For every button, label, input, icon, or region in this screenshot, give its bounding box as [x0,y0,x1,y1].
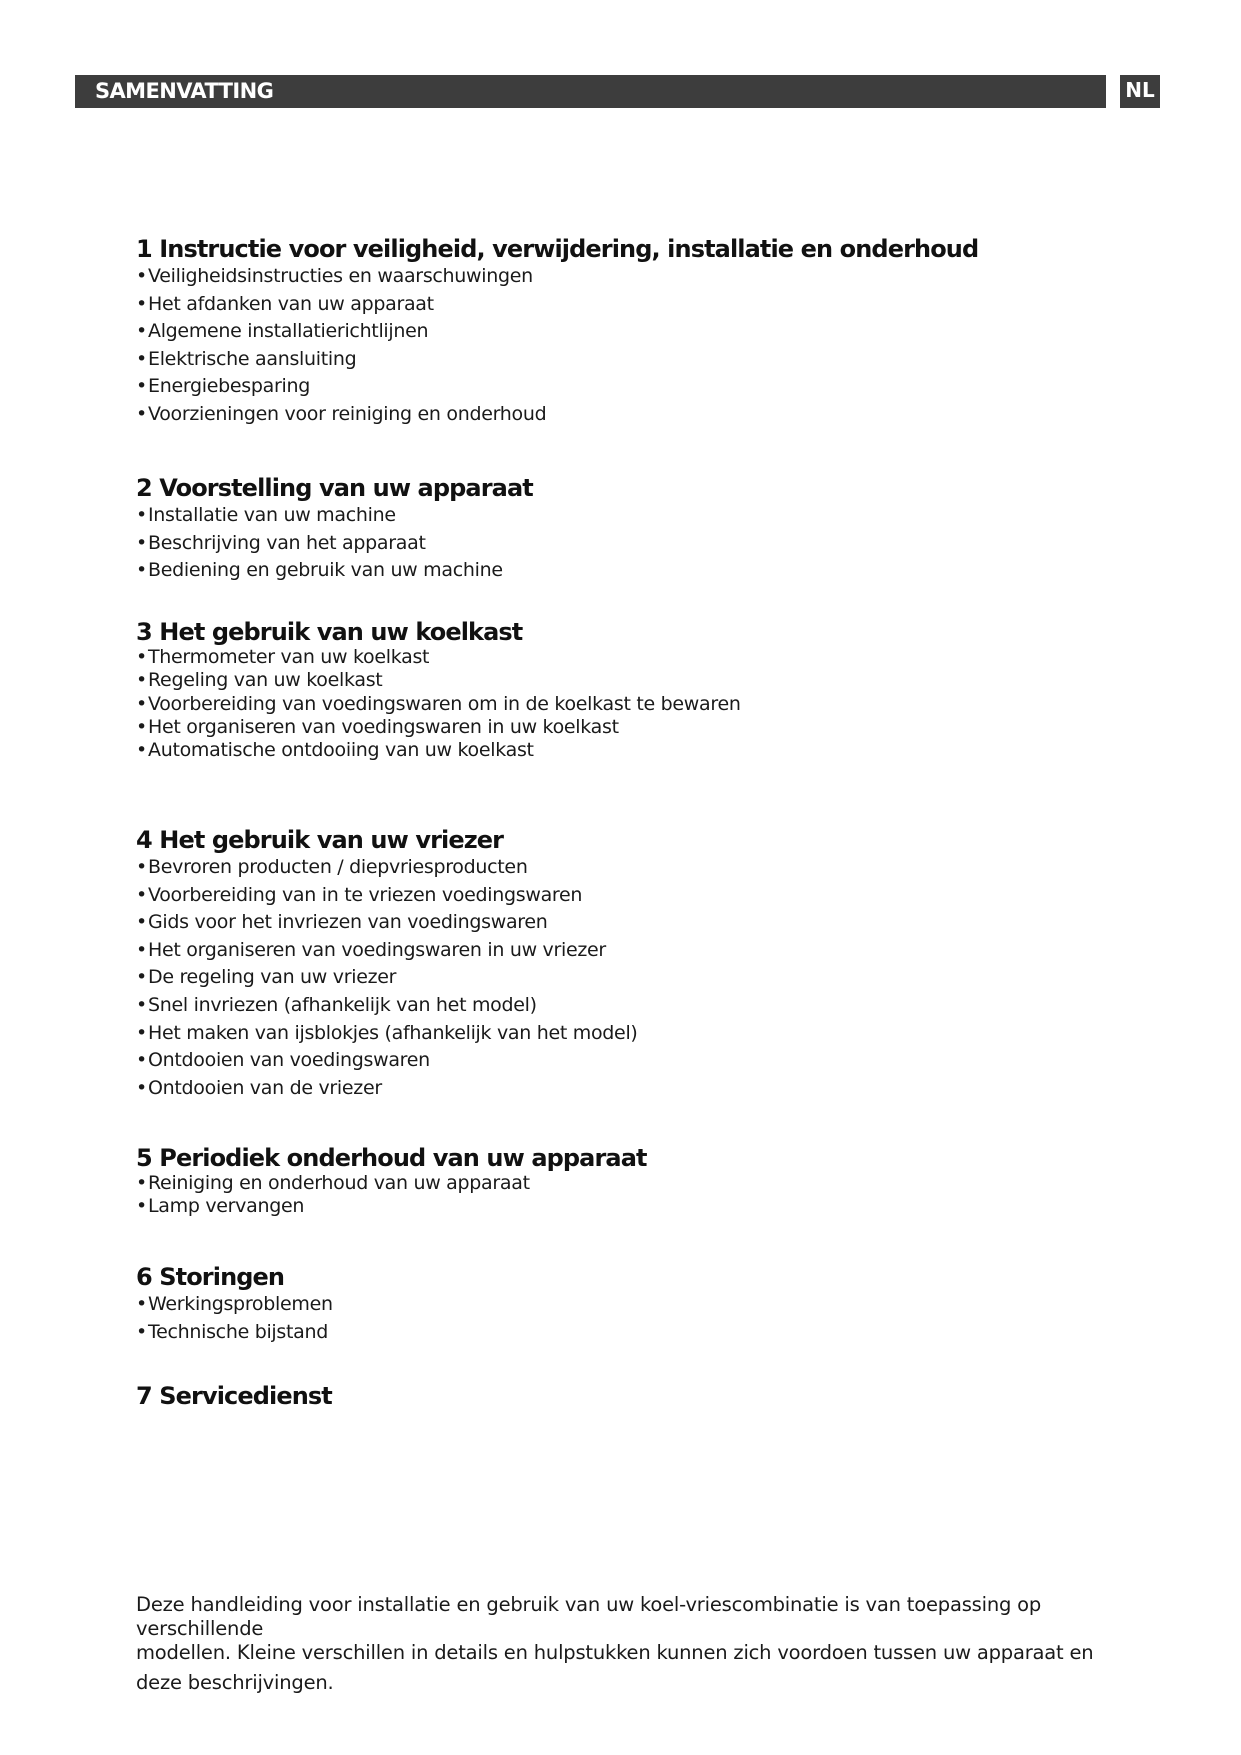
bullet: • [136,692,147,715]
section-items [136,1291,333,1346]
list-item: •Algemene installatierichtlijnen [136,318,978,346]
bullet: • [136,347,147,370]
section-title: 4 Het gebruik van uw vriezer [136,826,504,854]
footer-line: deze beschrijvingen. [136,1671,334,1694]
list-item: •Energiebesparing [136,373,978,401]
section-title: 5 Periodiek onderhoud van uw apparaat [136,1144,647,1172]
section-title: 2 Voorstelling van uw apparaat [136,474,533,502]
section-items [136,263,978,429]
section-title: 1 Instructie voor veiligheid, verwijdering, installatie en onderhoud [136,235,979,263]
list-item: •Het organiseren van voedingswaren in uw vriezer [136,937,638,965]
list-item: •De regeling van uw vriezer [136,964,638,992]
footer-line: Deze handleiding voor installatie en gebruik van uw koel-vriescombinatie is van toepassing op verschillende [136,1593,1042,1640]
bullet: • [136,646,147,668]
section-4 [136,826,638,1102]
bullet: • [136,739,147,762]
list-item: •Elektrische aansluiting [136,346,978,374]
bullet: • [136,1172,147,1194]
section-1 [136,235,978,429]
page-title: SAMENVATTING [95,79,274,103]
bullet: • [136,911,147,934]
bullet: • [136,1076,147,1099]
bullet: • [136,669,147,692]
section-items [136,854,638,1102]
list-item: •Werkingsproblemen [136,1291,333,1319]
bullet: • [136,938,147,961]
list-item: •Voorzieningen voor reiniging en onderhoud [136,401,978,429]
section-3 [136,618,741,762]
list-item: •Gids voor het invriezen van voedingswaren [136,909,638,937]
section-title: 3 Het gebruik van uw koelkast [136,618,523,646]
bullet: • [136,375,147,398]
header-bar [75,75,1106,108]
list-item: •Ontdooien van de vriezer [136,1075,638,1103]
list-item: •Reiniging en onderhoud van uw apparaat [136,1172,530,1194]
list-item: •Het afdanken van uw apparaat [136,291,978,319]
section-items [136,502,533,585]
bullet: • [136,265,147,287]
footer-line: modellen. Kleine verschillen in details en hulpstukken kunnen zich voordoen tussen uw apparaat en [136,1641,1094,1664]
list-item: •Installatie van uw machine [136,502,533,530]
list-item: •Automatische ontdooiing van uw koelkast [136,739,534,762]
section-2 [136,474,533,585]
bullet: • [136,856,147,878]
bullet: • [136,1195,147,1218]
bullet: • [136,1021,147,1044]
list-item: •Thermometer van uw koelkast [136,646,430,668]
bullet: • [136,1320,147,1343]
section-title: 7 Servicedienst [136,1382,332,1410]
bullet: • [136,320,147,343]
bullet: • [136,559,147,582]
bullet: • [136,1293,147,1315]
list-item: •Bediening en gebruik van uw machine [136,557,533,585]
list-item: •Snel invriezen (afhankelijk van het model) [136,992,638,1020]
section-title: 6 Storingen [136,1263,285,1291]
list-item: •Lamp vervangen [136,1195,305,1218]
bullet: • [136,531,147,554]
section-items [136,1172,647,1219]
list-item: •Ontdooien van voedingswaren [136,1047,638,1075]
list-item: •Veiligheidsinstructies en waarschuwingen [136,263,978,291]
list-item: •Technische bijstand [136,1319,333,1347]
section-5 [136,1144,647,1219]
section-7 [136,1382,332,1410]
bullet: • [136,504,147,526]
list-item: •Regeling van uw koelkast [136,669,383,692]
bullet: • [136,292,147,315]
list-item: •Het maken van ijsblokjes (afhankelijk van het model) [136,1020,638,1048]
section-6 [136,1263,333,1346]
list-item: •Beschrijving van het apparaat [136,530,533,558]
bullet: • [136,966,147,989]
bullet: • [136,883,147,906]
section-items [136,646,741,762]
bullet: • [136,715,147,738]
footer-note [136,1593,1136,1695]
list-item: •Voorbereiding van in te vriezen voedingswaren [136,882,638,910]
bullet: • [136,993,147,1016]
list-item: •Bevroren producten / diepvriesproducten [136,854,638,882]
list-item: •Voorbereiding van voedingswaren om in de koelkast te bewaren [136,692,741,715]
bullet: • [136,402,147,425]
bullet: • [136,1049,147,1072]
list-item: •Het organiseren van voedingswaren in uw koelkast [136,715,619,738]
language-badge: NL [1120,75,1160,108]
